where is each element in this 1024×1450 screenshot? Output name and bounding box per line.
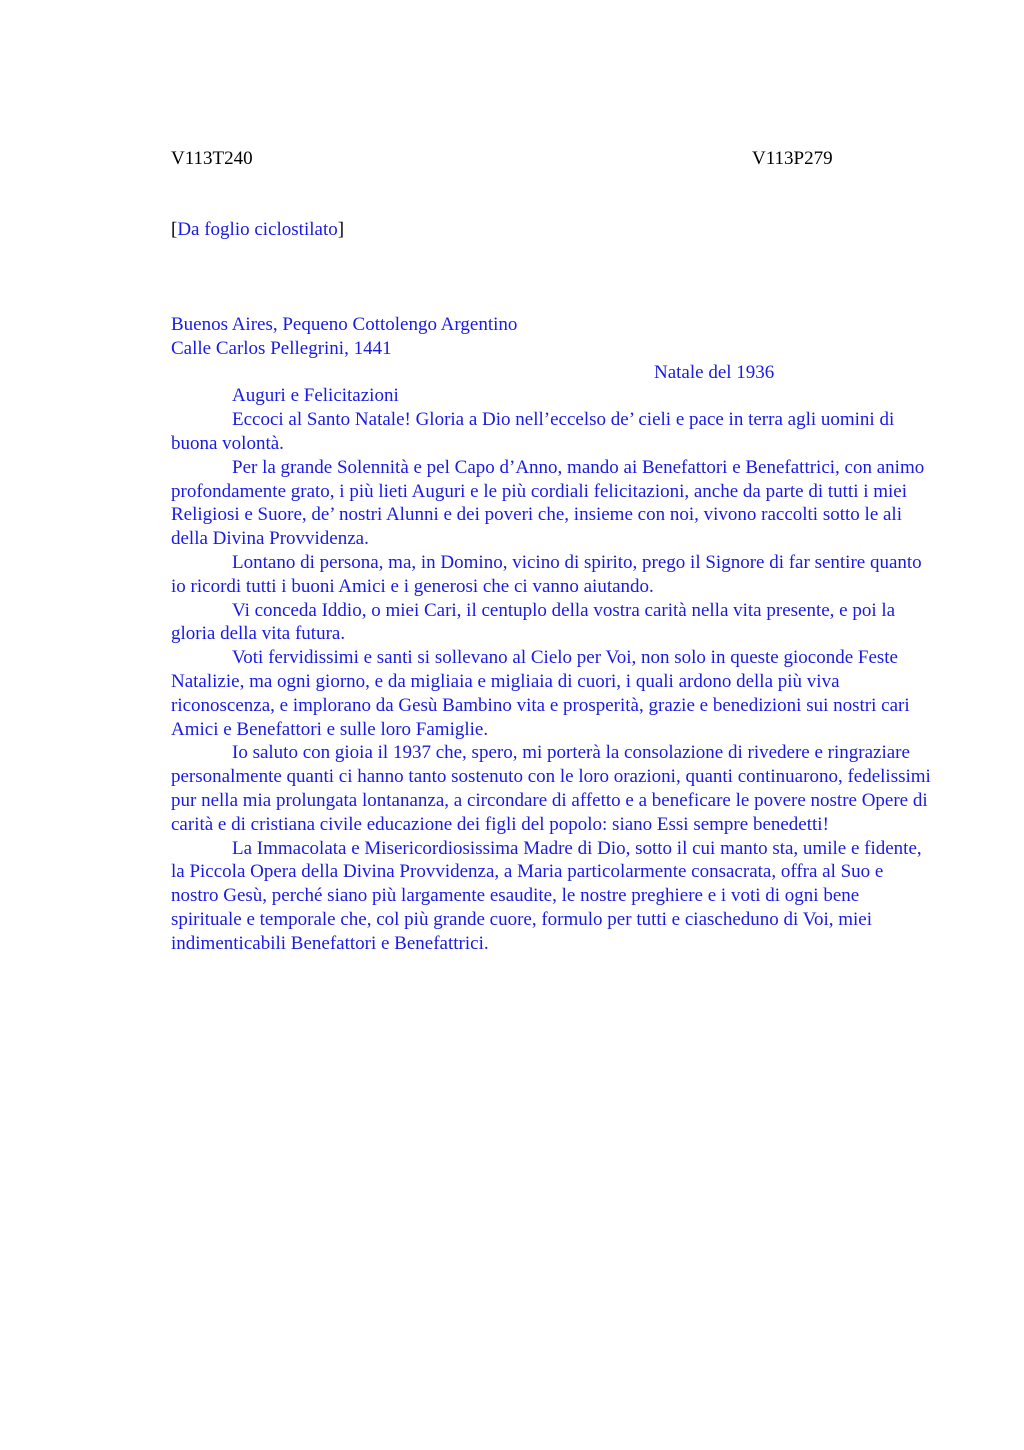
source-note-text: Da foglio ciclostilato [177, 219, 338, 240]
letter-paragraph: Per la grande Solennità e pel Capo d’Anno, mando ai Benefattori e Benefattrici, con animo profondamente grato, i più lieti Auguri e le più cordiali felicitazioni, anche da parte di tutti i miei Religiosi e Suore, de’ nostri Alunni e dei poveri che, insieme con noi, vivono raccolti sotto le ali della Divina Provvidenza. [171, 456, 925, 550]
letter-paragraph: Io saluto con gioia il 1937 che, spero, mi porterà la consolazione di rivedere e ringraziare personalmente quanti ci hanno tanto sostenuto con le loro orazioni, quanti continuarono, fedelissimi pur nella mia prolungata lontananza, a circondare di affetto e a beneficare le povere nostre Opere di carità e di cristiana civile educazione dei figli del popolo: siano Essi sempre benedetti! [171, 742, 931, 835]
source-close-bracket: ] [337, 219, 345, 240]
document-code-right: V113P279 [752, 148, 833, 169]
letter-heading: Auguri e Felicitazioni [232, 385, 399, 407]
letter-date: Natale del 1936 [654, 361, 775, 383]
letter-paragraph: Lontano di persona, ma, in Domino, vicino di spirito, prego il Signore di far sentire quanto io ricordi tutti i buoni Amici e i generosi che ci vanno aiutando. [171, 551, 922, 597]
address-line-1: Buenos Aires, Pequeno Cottolengo Argentino [171, 314, 518, 335]
letter-body [171, 313, 931, 956]
address-line-2: Calle Carlos Pellegrini, 1441 [171, 337, 392, 359]
source-note [171, 218, 344, 242]
document-code-left: V113T240 [171, 148, 253, 169]
letter-paragraph: Vi conceda Iddio, o miei Cari, il centuplo della vostra carità nella vita presente, e poi la gloria della vita futura. [171, 599, 896, 645]
letter-paragraph: Voti fervidissimi e santi si sollevano al Cielo per Voi, non solo in queste gioconde Feste Natalizie, ma ogni giorno, e da migliaia e migliaia di cuori, i quali ardono della più viva riconoscenza, e implorano da Gesù Bambino vita e prosperità, grazie e benedizioni sui nostri cari Amici e Benefattori e sulle loro Famiglie. [171, 647, 910, 740]
source-open-bracket: [ [171, 219, 178, 240]
letter-paragraph: Eccoci al Santo Natale! Gloria a Dio nell’eccelso de’ cieli e pace in terra agli uomini di buona volontà. [171, 409, 895, 454]
letter-paragraph: La Immacolata e Misericordiosissima Madre di Dio, sotto il cui manto sta, umile e fidente, la Piccola Opera della Divina Provvidenza, a Maria particolarmente consacrata, offra al Suo e nostro Gesù, perché siano più largamente esaudite, le nostre preghiere e i voti di ogni bene spirituale e temporale che, col più grande cuore, formulo per tutti e ciascheduno di Voi, miei indimenticabili Benefattori e Benefattrici. [171, 837, 922, 954]
